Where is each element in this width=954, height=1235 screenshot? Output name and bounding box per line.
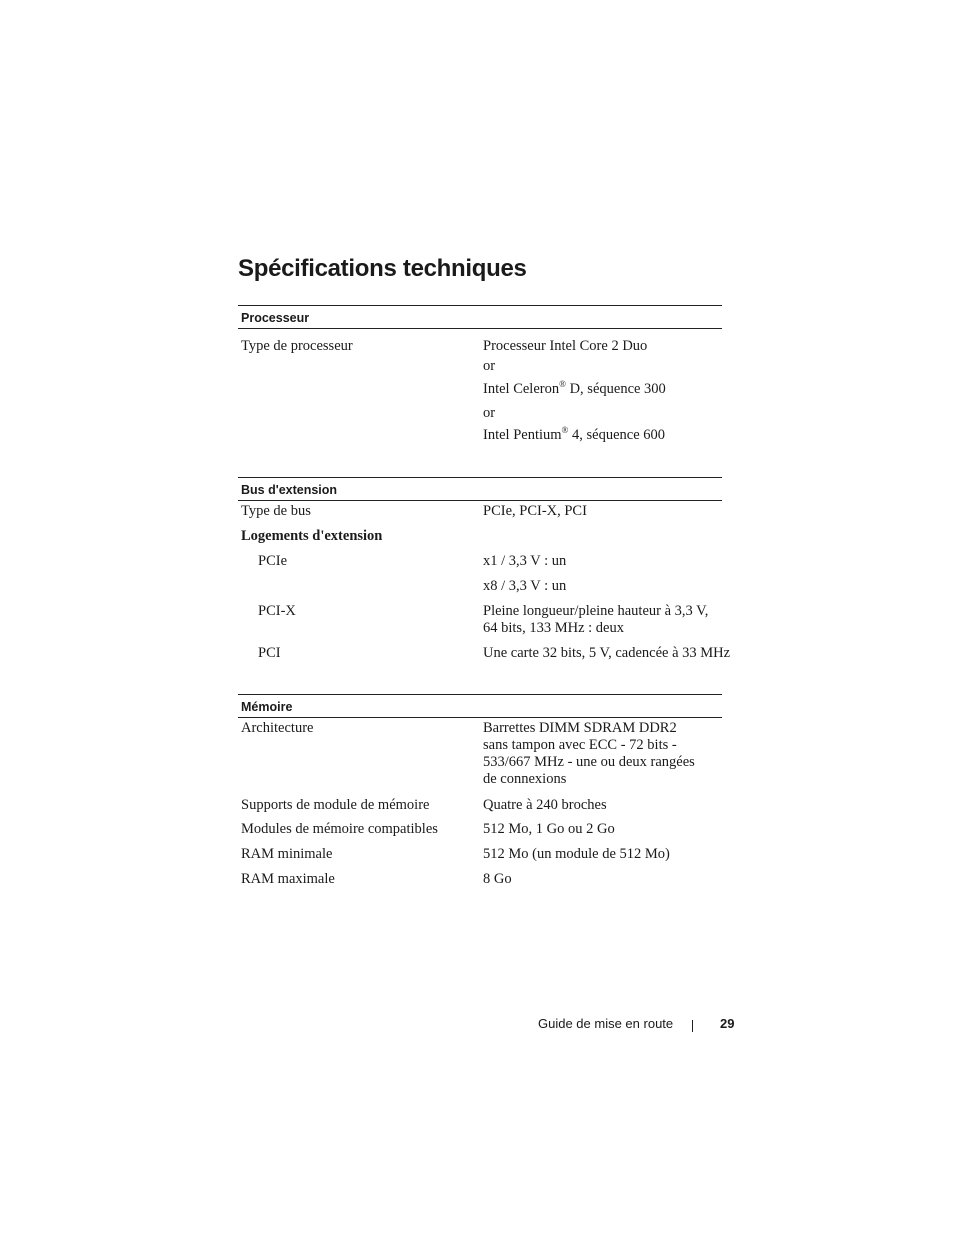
table-row <box>238 427 722 447</box>
supports-value: Quatre à 240 broches <box>483 797 607 813</box>
modules-label: Modules de mémoire compatibles <box>241 821 438 837</box>
processor-type-value: Processeur Intel Core 2 Duo <box>483 338 648 354</box>
table-row <box>238 503 722 528</box>
table-row <box>238 338 722 358</box>
pcie-value: x1 / 3,3 V : un <box>483 553 567 569</box>
pcix-line: 64 bits, 133 MHz : deux <box>483 620 624 636</box>
ram-min-value: 512 Mo (un module de 512 Mo) <box>483 846 670 862</box>
pcix-line: Pleine longueur/pleine hauteur à 3,3 V, <box>483 603 709 619</box>
registered-mark: ® <box>561 425 569 436</box>
architecture-line: de connexions <box>483 771 567 787</box>
bus-section <box>238 477 731 665</box>
footer-guide-title: Guide de mise en route <box>538 1016 674 1031</box>
ram-max-label: RAM maximale <box>241 871 335 887</box>
table-row <box>238 797 722 821</box>
ram-min-label: RAM minimale <box>241 846 333 862</box>
celeron-series: D, séquence 300 <box>565 381 666 397</box>
table-row <box>238 553 722 578</box>
table-row <box>238 578 722 603</box>
memoire-section <box>238 694 722 891</box>
architecture-line: sans tampon avec ECC - 72 bits - <box>483 737 677 753</box>
bus-header: Bus d'extension <box>238 477 722 501</box>
celeron-value <box>483 381 728 398</box>
pentium-value <box>483 427 728 444</box>
pentium-series: 4, séquence 600 <box>568 427 666 443</box>
footer-divider <box>692 1020 693 1032</box>
modules-value: 512 Mo, 1 Go ou 2 Go <box>483 821 615 837</box>
table-row <box>238 358 722 381</box>
or-text: or <box>483 358 496 374</box>
pci-label: PCI <box>258 645 281 661</box>
memoire-header: Mémoire <box>238 694 722 718</box>
pcix-label: PCI-X <box>258 603 296 619</box>
processor-type-label: Type de processeur <box>241 338 353 354</box>
pcie-label: PCIe <box>258 553 287 569</box>
table-row <box>238 871 722 891</box>
registered-mark: ® <box>559 379 566 390</box>
ram-max-value: 8 Go <box>483 871 512 887</box>
processeur-header: Processeur <box>238 305 722 329</box>
table-row <box>238 720 722 797</box>
table-row <box>238 528 722 553</box>
architecture-line: Barrettes DIMM SDRAM DDR2 <box>483 720 677 736</box>
or-text: or <box>483 405 496 421</box>
pci-value: Une carte 32 bits, 5 V, cadencée à 33 MHz <box>483 645 731 661</box>
page-title: Spécifications techniques <box>238 255 527 282</box>
table-row <box>238 405 722 427</box>
celeron-name: Intel Celeron <box>483 381 560 397</box>
page-number: 29 <box>720 1016 735 1031</box>
supports-label: Supports de module de mémoire <box>241 797 430 813</box>
table-row <box>238 381 722 405</box>
architecture-line: 533/667 MHz - une ou deux rangées <box>483 754 695 770</box>
table-row <box>238 603 722 645</box>
pcie-value: x8 / 3,3 V : un <box>483 578 567 594</box>
architecture-label: Architecture <box>241 720 314 736</box>
table-row <box>238 846 722 871</box>
pcix-value <box>483 603 728 637</box>
table-row <box>238 645 731 665</box>
architecture-value <box>483 720 728 788</box>
table-row <box>238 821 722 846</box>
processeur-section <box>238 305 722 447</box>
slots-label: Logements d'extension <box>241 528 383 544</box>
pentium-name: Intel Pentium <box>483 427 562 443</box>
bus-type-value: PCIe, PCI-X, PCI <box>483 503 587 519</box>
bus-type-label: Type de bus <box>241 503 311 519</box>
